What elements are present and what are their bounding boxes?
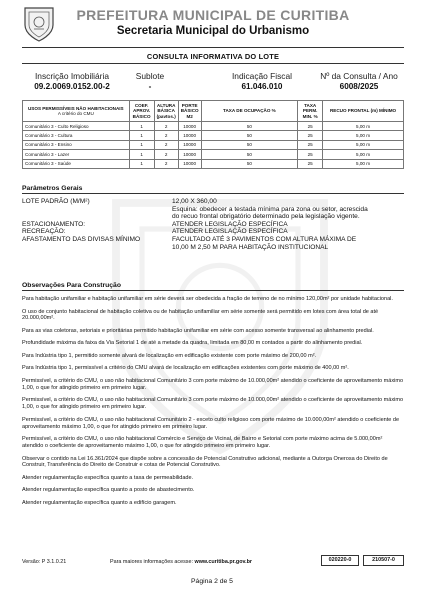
- table-row: [23, 131, 404, 140]
- government-title: PREFEITURA MUNICIPAL DE CURITIBA: [76, 7, 350, 23]
- cell-use: Comunitário 3 - Culto Religioso: [23, 122, 130, 131]
- rule-paragraph: Atender regulamentação específica quanto a posto de abastecimento.: [22, 487, 195, 494]
- indicacao-label: Indicação Fiscal: [231, 71, 293, 81]
- table-row: [23, 159, 404, 168]
- cell-taxa-ocup: 50: [201, 140, 298, 149]
- table-row: [23, 150, 404, 159]
- cell-porte: 10000: [178, 131, 201, 140]
- rules-section-title: Observações Para Construção: [22, 282, 121, 289]
- cell-altura: 2: [154, 150, 178, 159]
- rule-paragraph: Atender regulamentação específica quanto a edifício garagem.: [22, 499, 177, 506]
- cell-recuo: 5,00 m: [323, 131, 404, 140]
- table-row: [23, 122, 404, 131]
- rule-paragraph: Permissível, a critério do CMU, o uso não habitacional Comunitário 3 com porte máximo de 10.000,00m² atendido o coeficiente de aproveitamento máximo 1,00, o que for atingido primeiro em primeiro lugar.: [22, 377, 404, 391]
- indicacao-field: [212, 71, 312, 91]
- document-title: CONSULTA INFORMATIVA DO LOTE: [146, 52, 280, 61]
- rule-paragraph: Permissível, a critério do CMU, o uso não habitacional Comunitário 3 com porte máximo de 10.000,00m² atendido o coeficiente de aproveitamento máximo 1,00, o que for atingido primeiro em primeiro lugar.: [22, 397, 404, 411]
- rule-paragraph: Para habitação unifamiliar e habitação unifamiliar em série deverá ser obedecida a fração de terreno de no mínimo 120,00m² por unidade habitacional.: [22, 296, 393, 302]
- rule-paragraph: Permissível, a critério do CMU, o uso não habitacional Comércio e Serviço de Vicinal, de Bairro e Setorial com porte máximo acima de 5.000,00m² atendido o coeficiente de aproveitamento máximo 1,00, o que for atingido primeiro em primeiro lugar.: [22, 436, 383, 450]
- more-info-prefix: Para maiores informações acesse:: [110, 559, 193, 565]
- rule-paragraph: Para Indústria tipo 1, permitido somente alvará de localização em edificação existente com porte máximo de 200,00 m².: [22, 352, 317, 359]
- param-value: FACULTADO ATÉ 3 PAVIMENTOS COM ALTURA MÁXIMA DE 10,00 M 2,50 M PARA HABITAÇÃO INSTITUCIONAL: [172, 235, 357, 251]
- header-uses-label: USOS PERMISSÍVEIS NÃO HABITACIONAIS: [27, 105, 124, 111]
- cell-taxa-perm: 25: [298, 140, 323, 149]
- rule-paragraph: Atender regulamentação específica quanto a taxa de permeabilidade.: [22, 474, 194, 481]
- cell-altura: 2: [154, 140, 178, 149]
- rule-paragraph: Permissível, a critério do CMU, o uso não habitacional Comunitário 2 - exceto culto religioso com porte máximo de 10.000,00m² atendido o coeficiente de aproveitamento máximo 1,00, o que for atingido primeiro em primeiro lugar.: [22, 416, 400, 430]
- params-divider: [22, 193, 404, 194]
- consulta-field: [314, 71, 404, 91]
- header-uses-sublabel: A critério do CMU: [57, 111, 94, 116]
- cell-taxa-perm: 25: [298, 159, 323, 168]
- sublote-value: -: [148, 82, 152, 91]
- cell-taxa-ocup: 50: [201, 150, 298, 159]
- param-value: ATENDER LEGISLAÇÃO ESPECÍFICA: [172, 220, 288, 228]
- cell-porte: 10000: [178, 159, 201, 168]
- rule-paragraph: Para as vias coletoras, setoriais e prioritárias permitido habitação unifamiliar em série com acesso somente transversal ao alinhamento predial.: [22, 327, 374, 334]
- cell-use: Comunitário 3 - Lazer: [23, 150, 130, 159]
- table-header-row: [23, 101, 404, 122]
- cell-coef: 1: [129, 122, 154, 131]
- more-info-text: [110, 559, 252, 565]
- version-text: Versão: P 3.1.0.21: [22, 559, 67, 565]
- cell-taxa-ocup: 50: [201, 122, 298, 131]
- param-value: 12,00 X 360,00: [172, 198, 217, 205]
- document-header: [22, 5, 404, 43]
- general-parameters: [22, 198, 404, 251]
- construction-notes: [22, 296, 404, 512]
- param-label: RECREAÇÃO:: [22, 228, 66, 236]
- cell-altura: 2: [154, 159, 178, 168]
- inscricao-value: 09.2.0069.0152.00-2: [34, 82, 110, 91]
- cell-coef: 1: [129, 131, 154, 140]
- permissible-uses-table: [22, 100, 404, 169]
- header-coef: COEF. APROV. BÁSICO: [129, 101, 154, 122]
- consulta-value: 6008/2025: [339, 82, 379, 91]
- cell-coef: 1: [129, 140, 154, 149]
- website-link[interactable]: www.curitiba.pr.gov.br: [194, 559, 253, 565]
- department-title: Secretaria Municipal do Urbanismo: [116, 25, 310, 37]
- header-porte: PORTE BÁSICO M2: [178, 101, 201, 122]
- inscricao-label: Inscrição Imobiliária: [34, 71, 109, 81]
- cell-taxa-perm: 25: [298, 150, 323, 159]
- param-label: AFASTAMENTO DAS DIVISAS MÍNIMO: [22, 235, 141, 243]
- cell-use: Comunitário 3 - Cultura: [23, 131, 130, 140]
- cell-recuo: 5,00 m: [323, 140, 404, 149]
- consulta-label: Nº da Consulta / Ano: [320, 71, 398, 81]
- param-value: ATENDER LEGISLAÇÃO ESPECÍFICA: [172, 228, 288, 236]
- cell-recuo: 5,00 m: [323, 122, 404, 131]
- table-row: [23, 140, 404, 149]
- cell-altura: 2: [154, 122, 178, 131]
- header-taxa-ocupacao: TAXA DE OCUPAÇÃO %: [201, 101, 298, 122]
- rule-paragraph: Para Indústria tipo 1, permissível a critério do CMU alvará de localização em edificações existentes com porte máximo de 400,00 m².: [22, 365, 349, 372]
- document-footer: [22, 555, 404, 569]
- param-row: [22, 198, 404, 206]
- param-row: [22, 228, 404, 236]
- indicacao-value: 61.046.010: [241, 82, 283, 91]
- cell-coef: 1: [129, 150, 154, 159]
- param-row: [22, 236, 404, 251]
- rules-divider: [22, 290, 404, 291]
- header-taxa-permeabilidade: TAXA PERM. MIN. %: [298, 101, 323, 122]
- rule-paragraph: Observar o contido na Lei 16.361/2024 que dispõe sobre a concessão de Potencial Construtivo adicional, mediante a Outorga Onerosa do Direito de Construir, Transferência do Direito de Construir e cotas de Potencial Construtivo.: [22, 455, 388, 469]
- rule-paragraph: Profundidade máxima da faixa da Via Setorial 1 de até a metade da quadra, limitada em 80,00 m contados a partir do alinhamento predial.: [22, 340, 363, 347]
- param-row: [22, 206, 404, 221]
- lot-identification: [22, 71, 404, 93]
- header-recuo-frontal: RECUO FRONTAL (m) MÍNIMO: [323, 101, 404, 122]
- cell-taxa-ocup: 50: [201, 131, 298, 140]
- cell-porte: 10000: [178, 122, 201, 131]
- sublote-field: [122, 71, 178, 91]
- header-divider: [22, 47, 404, 48]
- cell-taxa-ocup: 50: [201, 159, 298, 168]
- header-altura: ALTURA BÁSICA (pavtos.): [154, 101, 178, 122]
- cell-taxa-perm: 25: [298, 131, 323, 140]
- cell-use: Comunitário 3 - Ensino: [23, 140, 130, 149]
- cell-recuo: 5,00 m: [323, 159, 404, 168]
- cell-coef: 1: [129, 159, 154, 168]
- code-box-2: 210507-0: [363, 555, 404, 566]
- rule-paragraph: O uso de conjunto habitacional de habitação coletiva ou de habitação unifamiliar em série somente será permitido em lotes com área total de até 20.000,00m².: [22, 308, 379, 322]
- title-divider: [22, 63, 404, 64]
- param-value: Esquina: obedecer a testada mínima para zona ou setor, acrescida do recuo frontal obrigatório determinado pela legislação vigente.: [172, 205, 368, 221]
- sublote-label: Sublote: [135, 71, 165, 81]
- cell-taxa-perm: 25: [298, 122, 323, 131]
- param-label: LOTE PADRÃO (M/M²): [22, 198, 90, 205]
- page-number: Página 2 de 5: [191, 578, 233, 585]
- header-uses: [23, 101, 130, 122]
- params-section-title: Parâmetros Gerais: [22, 185, 83, 192]
- inscricao-field: [22, 71, 122, 91]
- param-label: ESTACIONAMENTO:: [22, 220, 86, 228]
- cell-altura: 2: [154, 131, 178, 140]
- cell-use: Comunitário 3 - Saúde: [23, 159, 130, 168]
- cell-recuo: 5,00 m: [323, 150, 404, 159]
- code-box-1: 020220-0: [321, 555, 359, 566]
- cell-porte: 10000: [178, 140, 201, 149]
- cell-porte: 10000: [178, 150, 201, 159]
